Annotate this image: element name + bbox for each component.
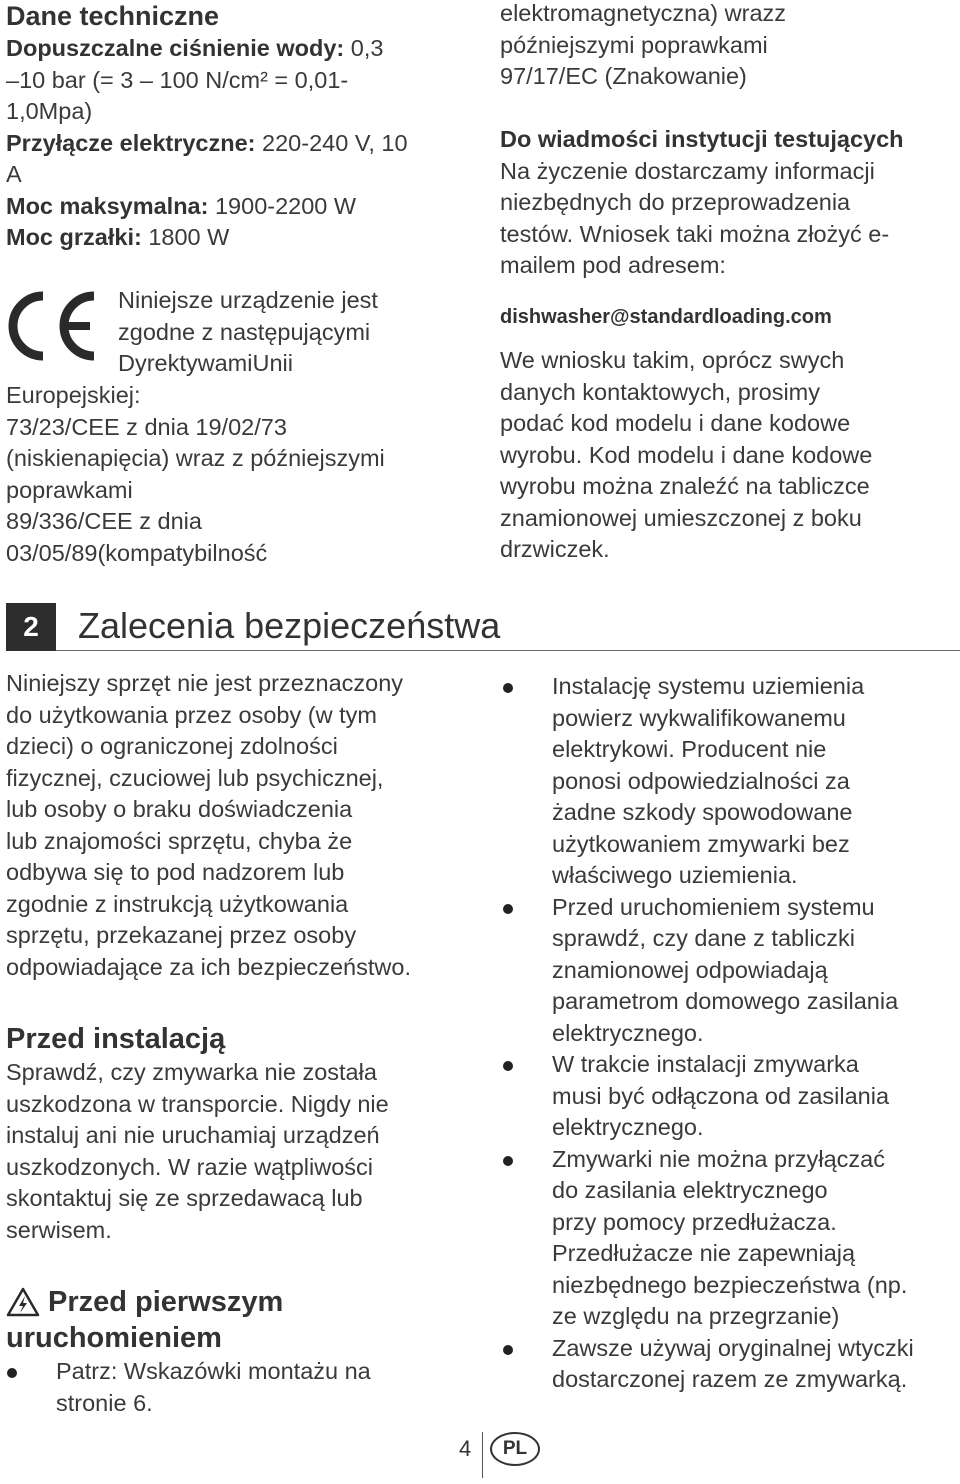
max-power-label: Moc maksymalna: — [6, 192, 209, 219]
ce-line-7: poprawkami — [6, 476, 133, 503]
bullet-line: niezbędnego bezpieczeństwa (np. — [552, 1271, 908, 1298]
intro-line-4: fizycznej, czuciowej lub psychicznej, — [6, 764, 384, 791]
testing-line-1: Na życzenie dostarczamy informacji — [500, 157, 875, 184]
pressure-value-end: 1,0Mpa) — [6, 98, 93, 124]
pressure-label: Dopuszczalne ciśnienie wody: — [6, 35, 345, 61]
heater-power-value: 1800 W — [141, 224, 230, 250]
bullet-line: W trakcie instalacji zmywarka — [552, 1051, 859, 1077]
model-line-6: znamionowej umieszczonej z boku — [500, 504, 862, 531]
intro-line-5: lub osoby o braku doświadczenia — [6, 796, 353, 822]
list-item — [498, 1333, 914, 1396]
bullet-line: ponosi odpowiedzialności za — [552, 767, 850, 794]
list-item — [498, 1049, 914, 1144]
intro-line-7: odbywa się to pod nadzorem lub — [6, 859, 345, 885]
first-run-heading — [6, 1284, 283, 1356]
ce-declaration-right — [500, 0, 786, 93]
before-install-paragraph — [6, 1057, 389, 1246]
ce-line-1: Niniejsze urządzenie jest — [118, 287, 378, 313]
bullet-line: dostarczonej razem ze zmywarką. — [552, 1366, 908, 1392]
footer-divider — [482, 1432, 483, 1478]
bullet-line: Przed uruchomieniem systemu — [552, 893, 875, 920]
model-line-3: podać kod modelu i dane kodowe — [500, 410, 851, 436]
ce-line-3: DyrektywamiUnii — [118, 350, 293, 376]
intro-line-8: zgodnie z instrukcją użytkowania — [6, 890, 349, 917]
ce-declaration-cont — [6, 380, 385, 569]
testing-line-3: testów. Wniosek taki można złożyć e- — [500, 220, 890, 247]
bullet-line: znamionowej odpowiadają — [552, 956, 828, 983]
bullet-line: elektrycznego. — [552, 1114, 704, 1140]
model-line-1: We wniosku takim, oprócz swych — [500, 347, 845, 373]
cont-line-2: późniejszymi poprawkami — [500, 31, 768, 58]
list-item — [498, 892, 914, 1050]
ce-mark-icon — [6, 288, 98, 364]
tech-data-block — [6, 33, 476, 254]
model-line-5: wyrobu można znaleźć na tabliczce — [500, 473, 870, 499]
bullet-line: Przedłużacze nie zapewniają — [552, 1240, 856, 1266]
model-line-4: wyrobu. Kod modelu i dane kodowe — [500, 441, 873, 468]
bullet-line: przy pomocy przedłużacza. — [552, 1208, 837, 1235]
intro-line-9: sprzętu, przekazanej przez osoby — [6, 922, 357, 948]
power-label: Przyłącze elektryczne: — [6, 129, 256, 156]
language-badge: PL — [490, 1432, 540, 1466]
bullet-line: musi być odłączona od zasilania — [552, 1082, 890, 1109]
before-install-line-2: uszkodzona w transporcie. Nigdy nie — [6, 1090, 389, 1117]
cont-line-1: elektromagnetyczna) wrazz — [500, 0, 787, 26]
before-install-heading: Przed instalacją — [6, 1023, 226, 1055]
ce-declaration — [118, 285, 378, 380]
section-title: Zalecenia bezpieczeństwa — [78, 605, 501, 646]
intro-line-1: Niniejszy sprzęt nie jest przeznaczony — [6, 670, 404, 696]
bullet-line: ze względu na przegrzanie) — [552, 1303, 840, 1329]
list-item — [2, 1356, 371, 1419]
power-value-end: A — [6, 161, 22, 187]
bullet-line: sprawdź, czy dane z tabliczki — [552, 925, 856, 951]
bullet-line: elektrykowi. Producent nie — [552, 736, 827, 762]
intro-line-6: lub znajomości sprzętu, chyba że — [6, 827, 353, 854]
list-item — [498, 671, 914, 892]
before-install-line-1: Sprawdź, czy zmywarka nie została — [6, 1059, 377, 1085]
bullet-line: do zasilania elektrycznego — [552, 1177, 828, 1203]
before-install-line-3: instaluj ani nie uruchamiaj urządzeń — [6, 1122, 380, 1148]
safety-bullet-list — [498, 671, 914, 1396]
testing-line-4: mailem pod adresem: — [500, 252, 726, 278]
bullet-line: właściwego uziemienia. — [552, 862, 798, 888]
bullet-line: parametrom domowego zasilania — [552, 988, 899, 1014]
section-divider — [56, 650, 960, 651]
ce-line-6: (niskienapięcia) wraz z późniejszymi — [6, 445, 385, 471]
ce-line-8: 89/336/CEE z dnia — [6, 508, 202, 534]
bullet-line: żadne szkody spowodowane — [552, 799, 853, 825]
first-run-heading-line-2: uruchomieniem — [6, 1322, 222, 1354]
intro-line-2: do użytkowania przez osoby (w tym — [6, 701, 377, 728]
testing-heading: Do wiadmości instytucji testujących — [500, 126, 904, 152]
testing-line-2: niezbędnych do przeprowadzenia — [500, 189, 851, 215]
cont-line-3: 97/17/EC (Znakowanie) — [500, 63, 747, 89]
before-install-line-5: skontaktuj się ze sprzedawacą lub — [6, 1185, 363, 1211]
pressure-value: 0,3 — [344, 35, 384, 61]
testing-info — [500, 124, 904, 282]
intro-line-10: odpowiadające za ich bezpieczeństwo. — [6, 953, 411, 980]
ce-line-4: Europejskiej: — [6, 382, 141, 408]
max-power-value: 1900-2200 W — [208, 192, 357, 219]
bullet-line: powierz wykwalifikowanemu — [552, 704, 846, 731]
first-run-list — [2, 1356, 371, 1419]
section-number-badge: 2 — [6, 603, 56, 651]
bullet-line: Instalację systemu uziemienia — [552, 673, 865, 699]
model-code-info — [500, 345, 872, 566]
first-run-bullet-line-1: Patrz: Wskazówki montażu na — [56, 1358, 371, 1384]
list-item — [498, 1144, 914, 1333]
ce-line-5: 73/23/CEE z dnia 19/02/73 — [6, 413, 287, 440]
first-run-bullet-line-2: stronie 6. — [56, 1389, 153, 1416]
bullet-line: Zawsze używaj oryginalnej wtyczki — [552, 1334, 914, 1361]
before-install-line-4: uszkodzonych. W razie wątpliwości — [6, 1153, 373, 1180]
bullet-line: elektrycznego. — [552, 1019, 704, 1046]
ce-line-2: zgodne z następującymi — [118, 318, 371, 345]
ce-line-9: 03/05/89(kompatybilność — [6, 539, 268, 566]
heater-power-label: Moc grzałki: — [6, 224, 142, 250]
intro-paragraph — [6, 668, 411, 983]
tech-data-title: Dane techniczne — [6, 1, 220, 31]
pressure-value-cont: –10 bar (= 3 – 100 N/cm² = 0,01- — [6, 66, 349, 93]
bullet-line: Zmywarki nie można przyłączać — [552, 1145, 886, 1172]
bullet-line: użytkowaniem zmywarki bez — [552, 830, 850, 857]
model-line-2: danych kontaktowych, prosimy — [500, 378, 821, 405]
power-value: 220-240 V, 10 — [255, 129, 408, 156]
first-run-heading-line-1: Przed pierwszym — [48, 1286, 284, 1318]
model-line-7: drzwiczek. — [500, 536, 610, 562]
contact-email-link[interactable]: dishwasher@standardloading.com — [500, 306, 832, 328]
page-number: 4 — [459, 1436, 472, 1461]
before-install-line-6: serwisem. — [6, 1216, 112, 1243]
intro-line-3: dzieci) o ograniczonej zdolności — [6, 733, 338, 759]
